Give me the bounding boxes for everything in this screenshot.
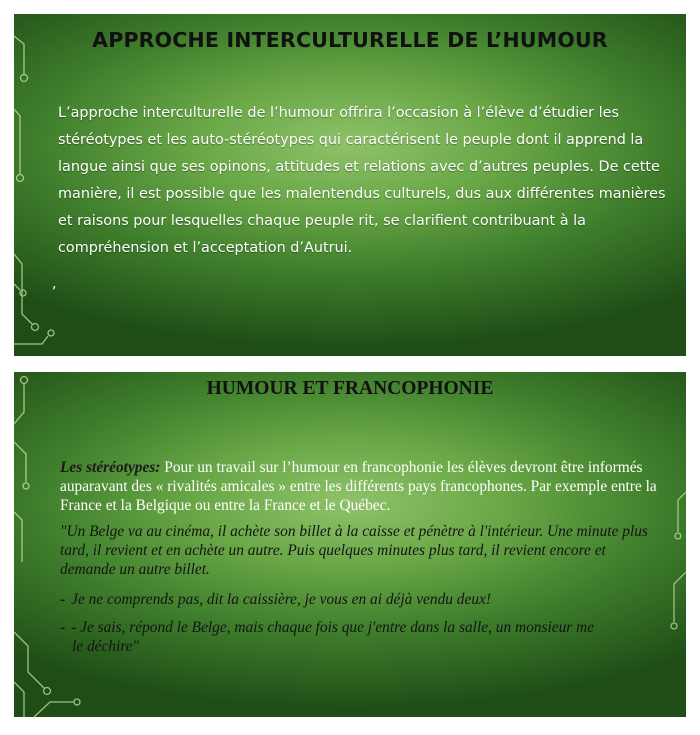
stereotypes-text: Pour un travail sur l’humour en francophonie les élèves devront être informés auparavant des « rivalités amicales » entre les différents pays francophones. Par exemple entre la France et la Belgique ou entre la France et le Québec. — [60, 459, 657, 514]
dialogue-text: Je ne comprends pas, dit la caissière, je vous en ai déjà vendu deux! — [71, 591, 491, 608]
slide-francophonie — [14, 372, 686, 717]
joke-quote: "Un Belge va au cinéma, il achète son billet à la caisse et pénètre à l'intérieur. Une minute plus tard, il revient et en achète un autre. Puis quelques minutes plus tard, il revient encore et demande un autre billet. — [60, 523, 648, 578]
stereotypes-label: Les stéréotypes: — [60, 459, 161, 476]
slide-body-text: L’approche interculturelle de l’humour offrira l’occasion à l’élève d’étudier les stéréotypes et les auto-stéréotypes qui caractérisent le peuple dont il apprend la langue ainsi que ses opinons, attitudes et relations avec d’autres peuples. De cette manière, il est possible que les malentendus culturels, dus aux différentes manières et raisons pour lesquelles chaque peuple rit, se clarifient contribuant à la compréhension et l’acceptation d’Autrui. — [58, 105, 666, 256]
stereotypes-paragraph — [60, 458, 675, 515]
joke-dialogue-line-1 — [60, 590, 660, 609]
stray-comma: , — [52, 276, 57, 292]
slide-title: HUMOUR ET FRANCOPHONIE — [206, 378, 494, 399]
dialogue-text-continued: le déchire" — [72, 638, 139, 655]
dash-bullet: - — [60, 591, 66, 608]
joke-dialogue-line-2 — [60, 618, 660, 656]
slide-title: APPROCHE INTERCULTURELLE DE L’HUMOUR — [92, 28, 608, 52]
slide-interculturelle — [14, 14, 686, 356]
dialogue-text: - Je sais, répond le Belge, mais chaque fois que j'entre dans la salle, un monsieur me — [71, 619, 595, 636]
dash-bullet: - — [60, 619, 66, 636]
